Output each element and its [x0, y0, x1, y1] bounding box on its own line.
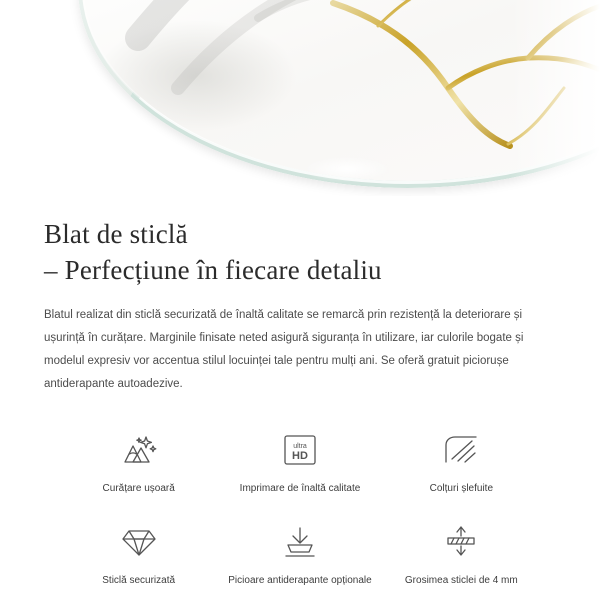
thickness-icon — [439, 522, 483, 562]
hero-image — [0, 0, 600, 196]
anti-slip-feet-icon — [278, 522, 322, 562]
ultra-hd-icon — [278, 430, 322, 470]
feature-item-thickness — [381, 522, 542, 588]
feature-label: Curățare ușoară — [102, 483, 175, 494]
hero-fade-left — [0, 0, 90, 196]
page-title — [44, 216, 556, 288]
feature-label: Sticlă securizată — [102, 575, 176, 586]
content-area — [0, 216, 600, 588]
feature-label: Colțuri șlefuite — [429, 483, 493, 494]
hd-text: HD — [292, 450, 308, 462]
feature-label: Grosimea sticlei de 4 mm — [404, 575, 518, 586]
glass-board-graphic — [78, 0, 600, 188]
feature-label: Picioare antiderapante opționale — [228, 575, 372, 586]
feature-item-tempered-glass — [58, 522, 219, 588]
diamond-icon — [117, 522, 161, 562]
feature-grid — [44, 430, 556, 588]
polished-corners-icon — [439, 430, 483, 470]
headline-line-2: – Perfecțiune în fiecare detaliu — [44, 255, 382, 285]
description-paragraph: Blatul realizat din sticlă securizată de înaltă calitate se remarcă prin rezistență la deteriorare și ușurință în curățare. Marginile finisate neted asigură siguranța în utilizare, iar culorile bogate și modelul expresiv vor accentua stilul locuinței tale pentru mulți ani. Se oferă gratuit piciorușe antiderapante autoadezive. — [44, 309, 524, 390]
feature-item-anti-slip-feet — [219, 522, 380, 588]
feature-item-print-quality — [219, 430, 380, 496]
sparkle-cloth-icon — [117, 430, 161, 470]
feature-item-polished-corners — [381, 430, 542, 496]
feature-label: Imprimare de înaltă calitate — [239, 483, 361, 494]
headline-line-1: Blat de sticlă — [44, 219, 188, 249]
ultra-text: ultra — [293, 443, 307, 450]
marble-gold-veins — [78, 0, 600, 188]
feature-item-easy-cleaning — [58, 430, 219, 496]
